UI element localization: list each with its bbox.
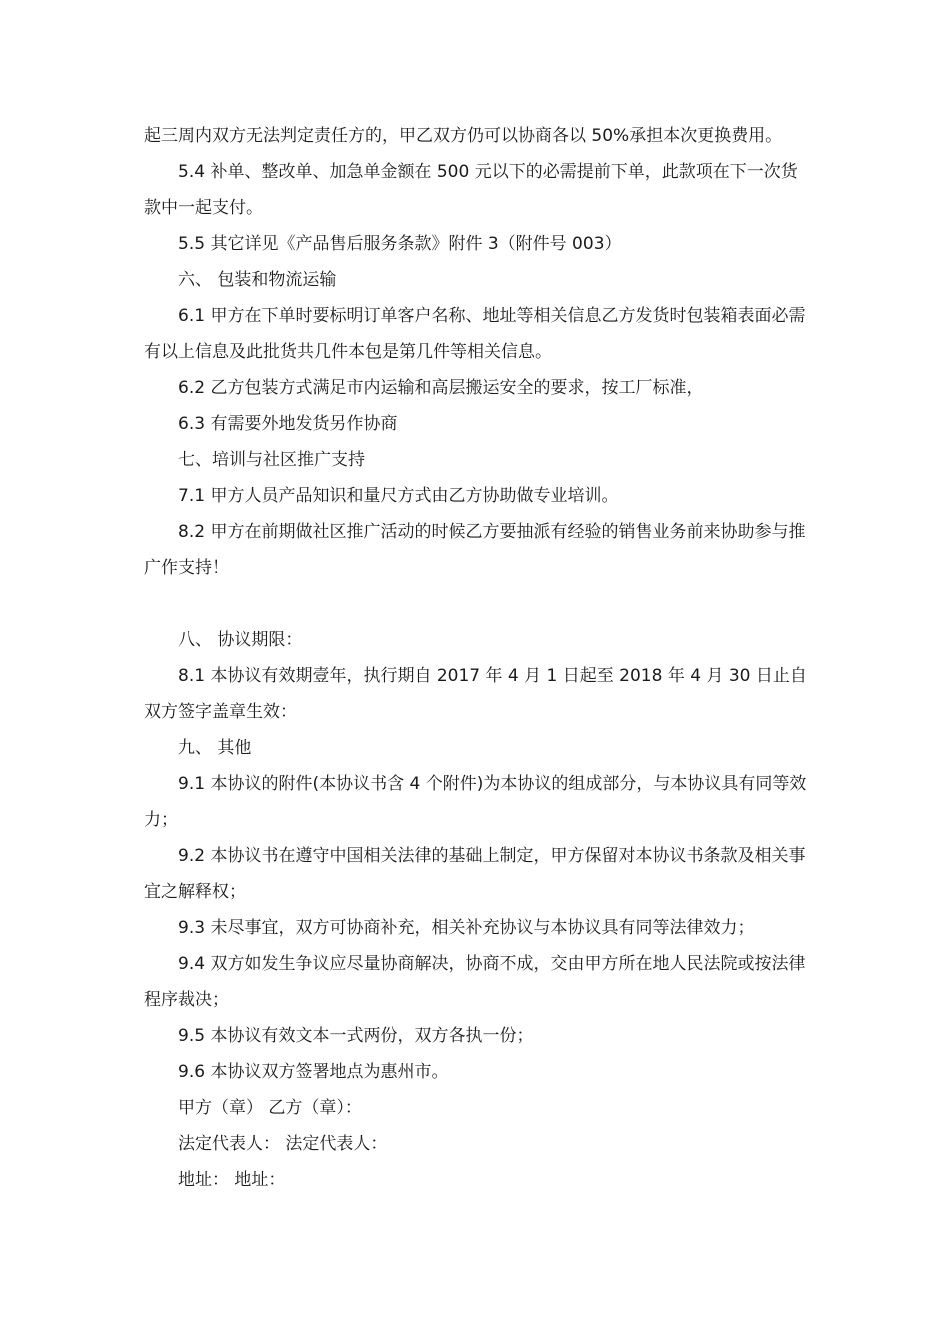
blank-line — [144, 586, 810, 622]
section-8-heading: 八、 协议期限： — [178, 630, 303, 650]
clause-5-5: 5.5 其它详见《产品售后服务条款》附件 3（附件号 003） — [178, 234, 622, 254]
document-body — [144, 118, 810, 1198]
clause-6-2: 6.2 乙方包装方式满足市内运输和高层搬运安全的要求，按工厂标准， — [178, 378, 704, 398]
clause-8-2: 8.2 甲方在前期做社区推广活动的时候乙方要抽派有经验的销售业务前来协助参与推广作支持！ — [144, 522, 806, 578]
signature-address-line: 地址： 地址： — [178, 1170, 286, 1190]
section-6-heading: 六、 包装和物流运输 — [178, 270, 337, 290]
clause-9-2: 9.2 本协议书在遵守中国相关法律的基础上制定，甲方保留对本协议书条款及相关事宜之解释权； — [144, 846, 806, 902]
signature-representative-line: 法定代表人： 法定代表人： — [178, 1134, 388, 1154]
section-7-heading: 七、培训与社区推广支持 — [178, 450, 365, 470]
signature-seal-line: 甲方（章） 乙方（章）： — [178, 1098, 362, 1118]
clause-9-6: 9.6 本协议双方签署地点为惠州市。 — [178, 1062, 449, 1082]
clause-9-5: 9.5 本协议有效文本一式两份，双方各执一份； — [178, 1026, 534, 1046]
section-9-heading: 九、 其他 — [178, 738, 252, 758]
clause-7-1: 7.1 甲方人员产品知识和量尺方式由乙方协助做专业培训。 — [178, 486, 619, 506]
clause-9-3: 9.3 未尽事宜，双方可协商补充，相关补充协议与本协议具有同等法律效力； — [178, 918, 755, 938]
clause-6-1: 6.1 甲方在下单时要标明订单客户名称、地址等相关信息乙方发货时包装箱表面必需有以上信息及此批货共几件本包是第几件等相关信息。 — [144, 306, 806, 362]
clause-6-3: 6.3 有需要外地发货另作协商 — [178, 414, 398, 434]
clause-5-4: 5.4 补单、整改单、加急单金额在 500 元以下的必需提前下单，此款项在下一次货款中一起支付。 — [144, 162, 798, 218]
clause-9-1: 9.1 本协议的附件(本协议书含 4 个附件)为本协议的组成部分，与本协议具有同等效力； — [144, 774, 807, 830]
paragraph-5-3-continuation: 起三周内双方无法判定责任方的，甲乙双方仍可以协商各以 50%承担本次更换费用。 — [144, 126, 783, 146]
clause-9-4: 9.4 双方如发生争议应尽量协商解决，协商不成，交由甲方所在地人民法院或按法律程序裁决； — [144, 954, 806, 1010]
clause-8-1: 8.1 本协议有效期壹年，执行期自 2017 年 4 月 1 日起至 2018 年 4 月 30 日止自双方签字盖章生效： — [144, 666, 807, 722]
